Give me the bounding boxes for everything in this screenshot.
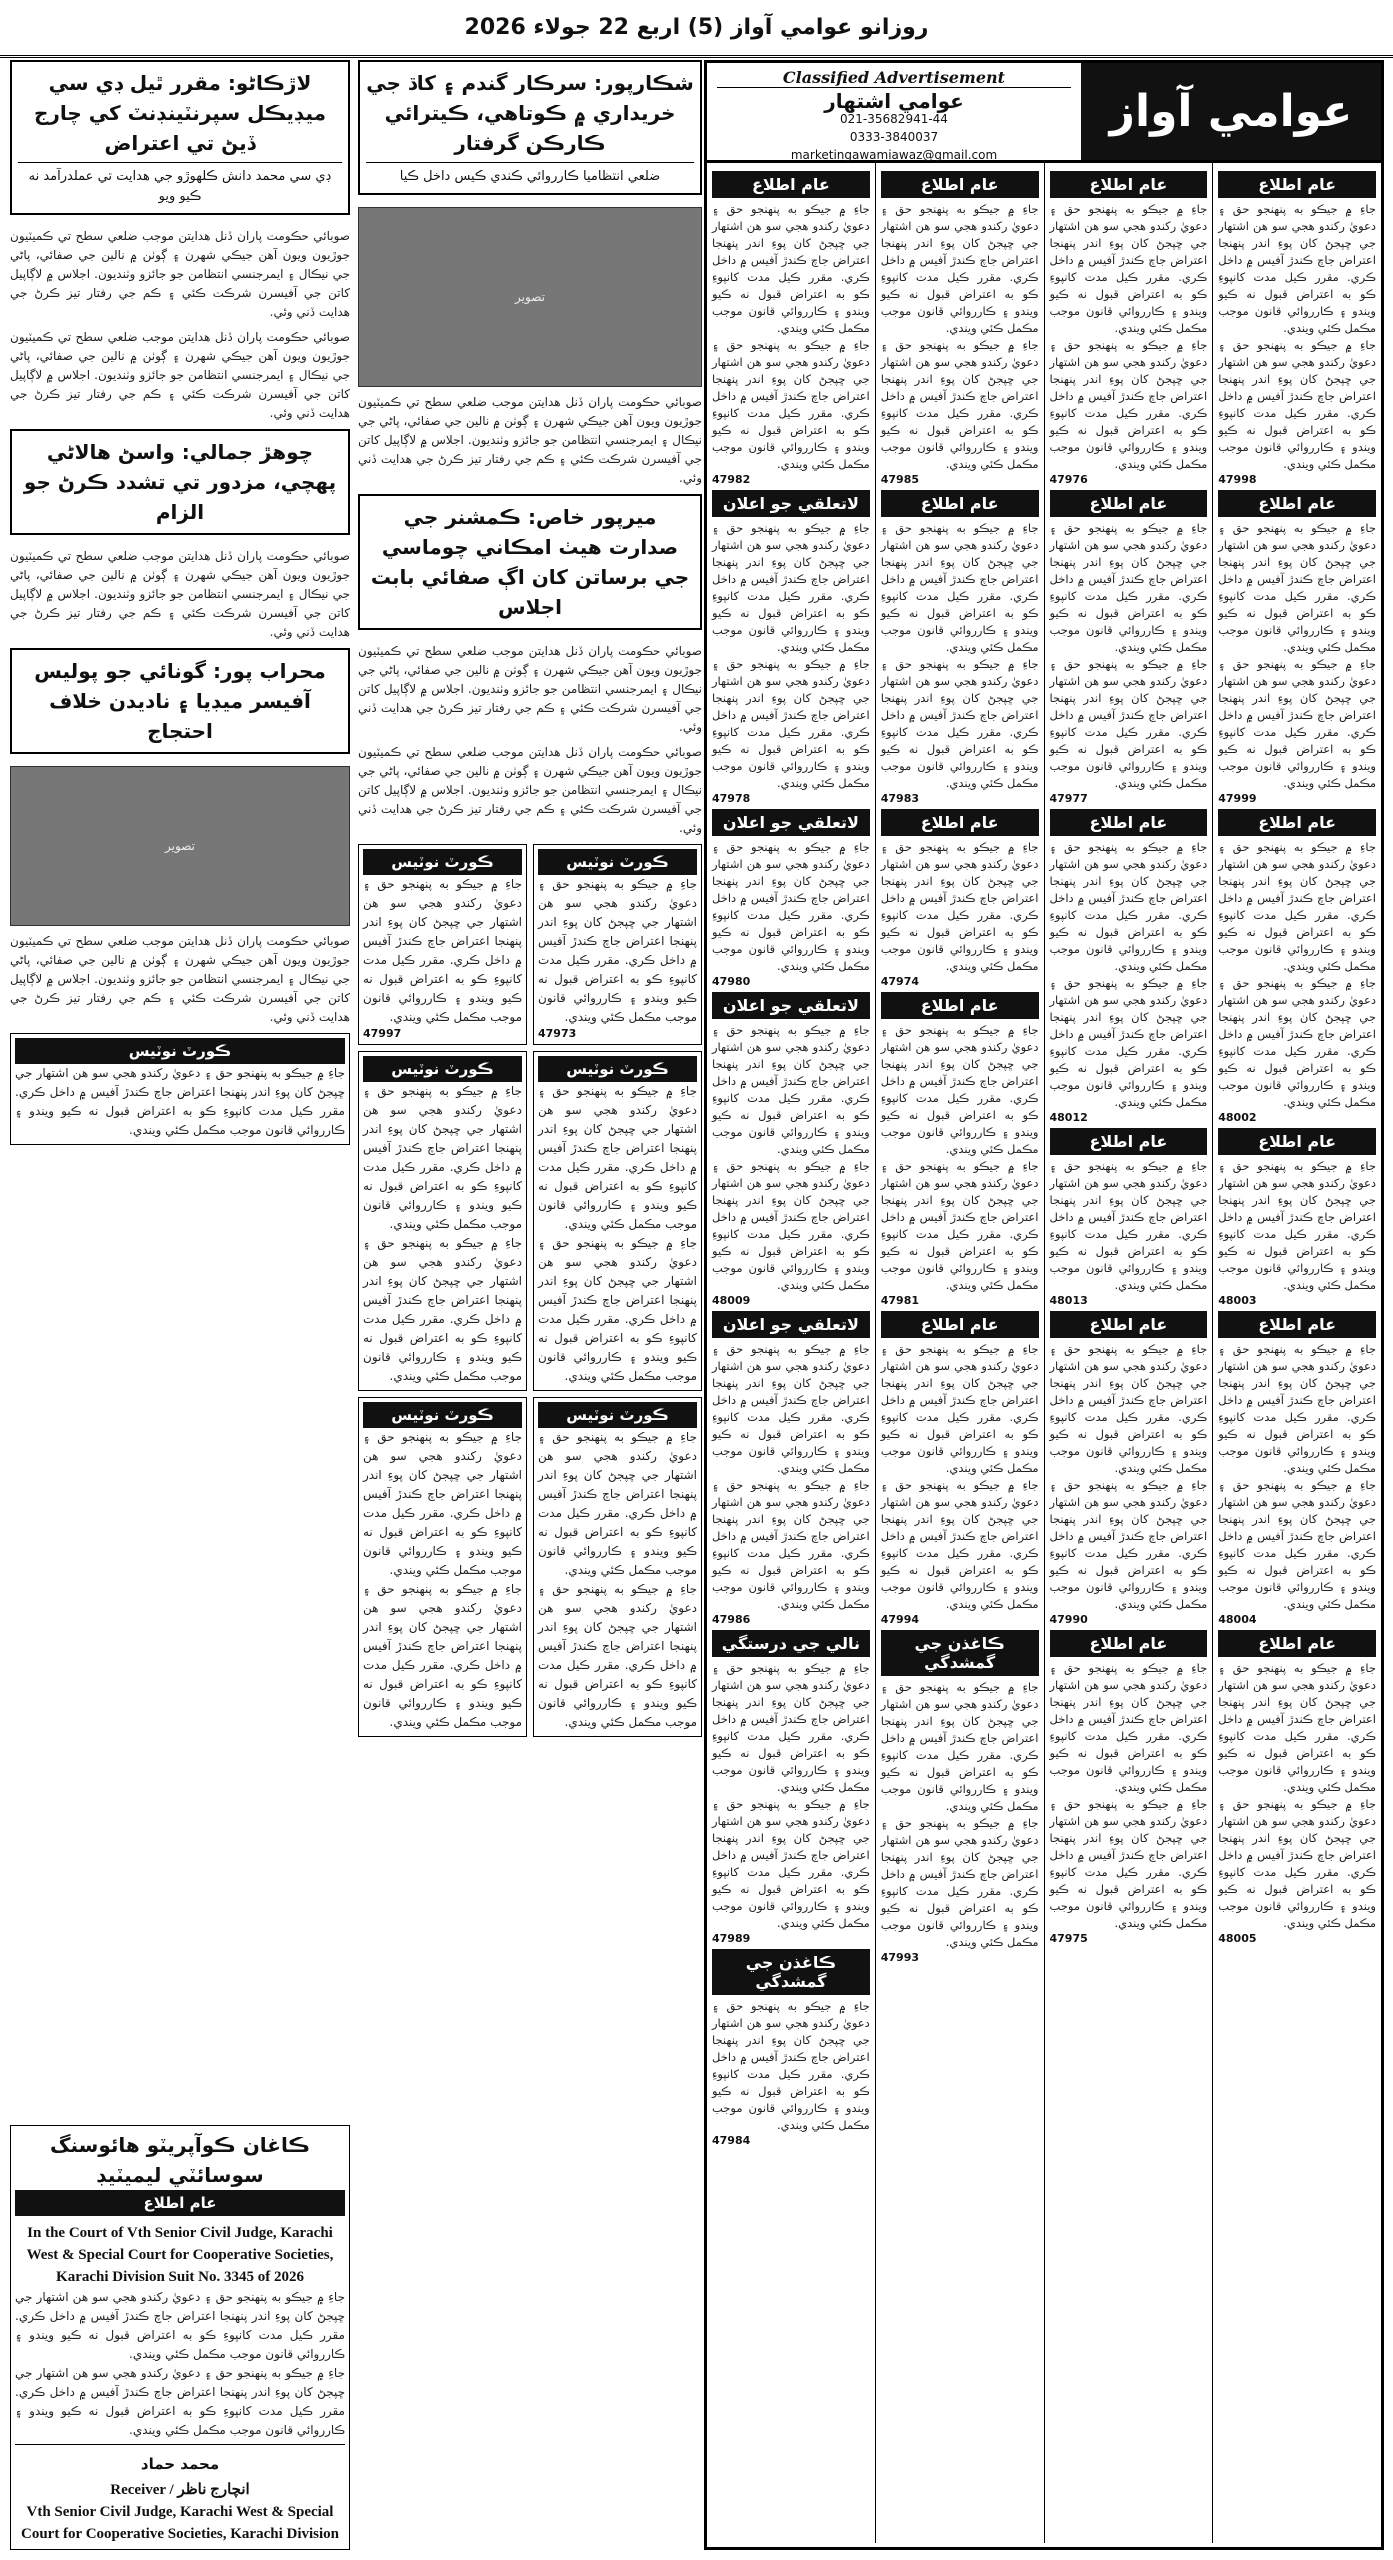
court-notice-text: جاءِ ۾ جيڪو به پنهنجو حق ۽ دعويٰ رکندو هجي سو هن اشتهار جي ڇپجڻ کان پوءِ اندر پنهنجا اعتراض جاچ ڪندڙ آفيس ۾ داخل ڪري. مقرر ڪيل مدت کانپوءِ ڪو به اعتراض قبول نه ڪيو ويندو ۽ ڪارروائي قانون موجب مڪمل ڪئي ويندي. [538, 1084, 697, 1231]
court-notice-box [533, 844, 702, 1045]
court-notice-text: جاءِ ۾ جيڪو به پنهنجو حق ۽ دعويٰ رکندو هجي سو هن اشتهار جي ڇپجڻ کان پوءِ اندر پنهنجا اعتراض جاچ ڪندڙ آفيس ۾ داخل ڪري. مقرر ڪيل مدت کانپوءِ ڪو به اعتراض قبول نه ڪيو ويندو ۽ ڪارروائي قانون موجب مڪمل ڪئي ويندي. [538, 1236, 697, 1383]
society-notice-box [10, 2125, 350, 2550]
society-title: ڪاغان ڪوآپريٽو هائوسنگ سوسائٽي ليميٽيڊ [50, 2133, 310, 2187]
receiver-title: Receiver / انچارج ناظر [110, 2482, 250, 2498]
notice-text: جاءِ ۾ جيڪو به پنهنجو حق ۽ دعويٰ رکندو هجي سو هن اشتهار جي ڇپجڻ کان پوءِ اندر پنهنجا اعتراض جاچ ڪندڙ آفيس ۾ داخل ڪري. مقرر ڪيل مدت کانپوءِ ڪو به اعتراض قبول نه ڪيو ويندو ۽ ڪارروائي قانون موجب مڪمل ڪئي ويندي. [1049, 976, 1208, 1109]
notice-id: 47985 [880, 473, 920, 486]
notice-id: 47981 [880, 1294, 920, 1307]
notice-text: جاءِ ۾ جيڪو به پنهنجو حق ۽ دعويٰ رکندو هجي سو هن اشتهار جي ڇپجڻ کان پوءِ اندر پنهنجا اعتراض جاچ ڪندڙ آفيس ۾ داخل ڪري. مقرر ڪيل مدت کانپوءِ ڪو به اعتراض قبول نه ڪيو ويندو ۽ ڪارروائي قانون موجب مڪمل ڪئي ويندي. [1049, 1661, 1208, 1794]
notice-title: عام اطلاع [1050, 1311, 1208, 1338]
notice-title: لاتعلقي جو اعلان [712, 809, 870, 836]
notice-text: جاءِ ۾ جيڪو به پنهنجو حق ۽ دعويٰ رکندو هجي سو هن اشتهار جي ڇپجڻ کان پوءِ اندر پنهنجا اعتراض جاچ ڪندڙ آفيس ۾ داخل ڪري. مقرر ڪيل مدت کانپوءِ ڪو به اعتراض قبول نه ڪيو ويندو ۽ ڪارروائي قانون موجب مڪمل ڪئي ويندي. [1218, 338, 1376, 471]
notice-text: جاءِ ۾ جيڪو به پنهنجو حق ۽ دعويٰ رکندو هجي سو هن اشتهار جي ڇپجڻ کان پوءِ اندر پنهنجا اعتراض جاچ ڪندڙ آفيس ۾ داخل ڪري. مقرر ڪيل مدت کانپوءِ ڪو به اعتراض قبول نه ڪيو ويندو ۽ ڪارروائي قانون موجب مڪمل ڪئي ويندي. [880, 1680, 1039, 1813]
notice-text: جاءِ ۾ جيڪو به پنهنجو حق ۽ دعويٰ رکندو هجي سو هن اشتهار جي ڇپجڻ کان پوءِ اندر پنهنجا اعتراض جاچ ڪندڙ آفيس ۾ داخل ڪري. مقرر ڪيل مدت کانپوءِ ڪو به اعتراض قبول نه ڪيو ويندو ۽ ڪارروائي قانون موجب مڪمل ڪئي ويندي. [1218, 840, 1376, 973]
notice-text: جاءِ ۾ جيڪو به پنهنجو حق ۽ دعويٰ رکندو هجي سو هن اشتهار جي ڇپجڻ کان پوءِ اندر پنهنجا اعتراض جاچ ڪندڙ آفيس ۾ داخل ڪري. مقرر ڪيل مدت کانپوءِ ڪو به اعتراض قبول نه ڪيو ويندو ۽ ڪارروائي قانون موجب مڪمل ڪئي ويندي. [1049, 338, 1208, 471]
news-article: صوبائي حڪومت پاران ڏنل هدايتن موجب ضلعي سطح تي ڪميٽيون جوڙيون ويون آهن جيڪي شهرن ۽ ڳوٺن ۾ نالين جي صفائي، پاڻي جي نيڪال ۽ ايمرجنسي انتظامن جو جائزو وٺنديون. اجلاس ۾ لاڳاپيل کاتن جي آفيسرن شرڪت ڪئي ۽ ڪم جي رفتار تيز ڪرڻ جي هدايت ڏني وئي. [358, 644, 702, 734]
notice-id: 47974 [880, 975, 920, 988]
notice-text: جاءِ ۾ جيڪو به پنهنجو حق ۽ دعويٰ رکندو هجي سو هن اشتهار جي ڇپجڻ کان پوءِ اندر پنهنجا اعتراض جاچ ڪندڙ آفيس ۾ داخل ڪري. مقرر ڪيل مدت کانپوءِ ڪو به اعتراض قبول نه ڪيو ويندو ۽ ڪارروائي قانون موجب مڪمل ڪئي ويندي. [712, 202, 870, 335]
notice-id: 47975 [1049, 1932, 1088, 1945]
notice-id: 47998 [1218, 473, 1257, 486]
news-subhead: ضلعي انتظاميا ڪارروائي ڪندي ڪيس داخل ڪيا [366, 162, 694, 187]
news-headline-box [10, 648, 350, 754]
news-headline: چوهڙ جمالي: واسڻ هالاڻي پهچي، مزدور تي تشدد ڪرڻ جو الزام [23, 440, 337, 524]
court-notice-box [358, 1051, 527, 1391]
page-title: روزانو عوامي آواز (5) اربع 22 جولاء 2026 [464, 15, 929, 40]
news-headline: محراب پور: گونائي جو پوليس آفيسر ميڊيا ۽ ناديدن خلاف احتجاج [34, 659, 326, 743]
notice-title: لاتعلقي جو اعلان [712, 490, 870, 517]
notice-title: ڪاغذن جي گمشدگي [712, 1949, 870, 1995]
notice-text: جاءِ ۾ جيڪو به پنهنجو حق ۽ دعويٰ رکندو هجي سو هن اشتهار جي ڇپجڻ کان پوءِ اندر پنهنجا اعتراض جاچ ڪندڙ آفيس ۾ داخل ڪري. مقرر ڪيل مدت کانپوءِ ڪو به اعتراض قبول نه ڪيو ويندو ۽ ڪارروائي قانون موجب مڪمل ڪئي ويندي. [880, 1342, 1039, 1475]
notice-title: لاتعلقي جو اعلان [712, 992, 870, 1019]
masthead-info [707, 63, 1081, 160]
court-notice-title: ڪورٽ نوٽيس [15, 1038, 345, 1064]
classified-column [707, 163, 875, 2543]
news-article: صوبائي حڪومت پاران ڏنل هدايتن موجب ضلعي سطح تي ڪميٽيون جوڙيون ويون آهن جيڪي شهرن ۽ ڳوٺن ۾ نالين جي صفائي، پاڻي جي نيڪال ۽ ايمرجنسي انتظامن جو جائزو وٺنديون. اجلاس ۾ لاڳاپيل کاتن جي آفيسرن شرڪت ڪئي ۽ ڪم جي رفتار تيز ڪرڻ جي هدايت ڏني وئي. [10, 229, 350, 319]
notice-title: عام اطلاع [881, 171, 1039, 198]
news-article: صوبائي حڪومت پاران ڏنل هدايتن موجب ضلعي سطح تي ڪميٽيون جوڙيون ويون آهن جيڪي شهرن ۽ ڳوٺن ۾ نالين جي صفائي، پاڻي جي نيڪال ۽ ايمرجنسي انتظامن جو جائزو وٺنديون. اجلاس ۾ لاڳاپيل کاتن جي آفيسرن شرڪت ڪئي ۽ ڪم جي رفتار تيز ڪرڻ جي هدايت ڏني وئي. [10, 549, 350, 639]
news-article: صوبائي حڪومت پاران ڏنل هدايتن موجب ضلعي سطح تي ڪميٽيون جوڙيون ويون آهن جيڪي شهرن ۽ ڳوٺن ۾ نالين جي صفائي، پاڻي جي نيڪال ۽ ايمرجنسي انتظامن جو جائزو وٺنديون. اجلاس ۾ لاڳاپيل کاتن جي آفيسرن شرڪت ڪئي ۽ ڪم جي رفتار تيز ڪرڻ جي هدايت ڏني وئي. [358, 745, 702, 835]
notice-title: عام اطلاع [712, 171, 870, 198]
news-headline: لاڙڪاڻو: مقرر ٿيل ڊي سي ميڊيڪل سپرنٽينڊنٽ کي چارج ڏيڻ تي اعتراض [33, 71, 327, 155]
notice-text: جاءِ ۾ جيڪو به پنهنجو حق ۽ دعويٰ رکندو هجي سو هن اشتهار جي ڇپجڻ کان پوءِ اندر پنهنجا اعتراض جاچ ڪندڙ آفيس ۾ داخل ڪري. مقرر ڪيل مدت کانپوءِ ڪو به اعتراض قبول نه ڪيو ويندو ۽ ڪارروائي قانون موجب مڪمل ڪئي ويندي. [1218, 1661, 1376, 1794]
notice-text: جاءِ ۾ جيڪو به پنهنجو حق ۽ دعويٰ رکندو هجي سو هن اشتهار جي ڇپجڻ کان پوءِ اندر پنهنجا اعتراض جاچ ڪندڙ آفيس ۾ داخل ڪري. مقرر ڪيل مدت کانپوءِ ڪو به اعتراض قبول نه ڪيو ويندو ۽ ڪارروائي قانون موجب مڪمل ڪئي ويندي. [1218, 521, 1376, 654]
notice-text: جاءِ ۾ جيڪو به پنهنجو حق ۽ دعويٰ رکندو هجي سو هن اشتهار جي ڇپجڻ کان پوءِ اندر پنهنجا اعتراض جاچ ڪندڙ آفيس ۾ داخل ڪري. مقرر ڪيل مدت کانپوءِ ڪو به اعتراض قبول نه ڪيو ويندو ۽ ڪارروائي قانون موجب مڪمل ڪئي ويندي. [880, 338, 1039, 471]
notice-title: عام اطلاع [1050, 809, 1208, 836]
society-notice-title: عام اطلاع [15, 2190, 345, 2216]
notice-id: 48012 [1049, 1111, 1088, 1124]
notice-text: جاءِ ۾ جيڪو به پنهنجو حق ۽ دعويٰ رکندو هجي سو هن اشتهار جي ڇپجڻ کان پوءِ اندر پنهنجا اعتراض جاچ ڪندڙ آفيس ۾ داخل ڪري. مقرر ڪيل مدت کانپوءِ ڪو به اعتراض قبول نه ڪيو ويندو ۽ ڪارروائي قانون موجب مڪمل ڪئي ويندي. [1049, 1478, 1208, 1611]
notice-title: نالي جي درستگي [712, 1630, 870, 1657]
court-notice-title: ڪورٽ نوٽيس [538, 1056, 697, 1082]
court-notice-title: ڪورٽ نوٽيس [538, 1402, 697, 1428]
notice-title: عام اطلاع [1218, 809, 1376, 836]
society-notice-text: جاءِ ۾ جيڪو به پنهنجو حق ۽ دعويٰ رکندو هجي سو هن اشتهار جي ڇپجڻ کان پوءِ اندر پنهنجا اعتراض جاچ ڪندڙ آفيس ۾ داخل ڪري. مقرر ڪيل مدت کانپوءِ ڪو به اعتراض قبول نه ڪيو ويندو ۽ ڪارروائي قانون موجب مڪمل ڪئي ويندي. [15, 2366, 345, 2437]
notice-text: جاءِ ۾ جيڪو به پنهنجو حق ۽ دعويٰ رکندو هجي سو هن اشتهار جي ڇپجڻ کان پوءِ اندر پنهنجا اعتراض جاچ ڪندڙ آفيس ۾ داخل ڪري. مقرر ڪيل مدت کانپوءِ ڪو به اعتراض قبول نه ڪيو ويندو ۽ ڪارروائي قانون موجب مڪمل ڪئي ويندي. [712, 1342, 870, 1475]
notice-text: جاءِ ۾ جيڪو به پنهنجو حق ۽ دعويٰ رکندو هجي سو هن اشتهار جي ڇپجڻ کان پوءِ اندر پنهنجا اعتراض جاچ ڪندڙ آفيس ۾ داخل ڪري. مقرر ڪيل مدت کانپوءِ ڪو به اعتراض قبول نه ڪيو ويندو ۽ ڪارروائي قانون موجب مڪمل ڪئي ويندي. [1049, 840, 1208, 973]
notice-text: جاءِ ۾ جيڪو به پنهنجو حق ۽ دعويٰ رکندو هجي سو هن اشتهار جي ڇپجڻ کان پوءِ اندر پنهنجا اعتراض جاچ ڪندڙ آفيس ۾ داخل ڪري. مقرر ڪيل مدت کانپوءِ ڪو به اعتراض قبول نه ڪيو ويندو ۽ ڪارروائي قانون موجب مڪمل ڪئي ويندي. [712, 1797, 870, 1930]
news-section [10, 60, 702, 2550]
notice-title: عام اطلاع [881, 809, 1039, 836]
notice-text: جاءِ ۾ جيڪو به پنهنجو حق ۽ دعويٰ رکندو هجي سو هن اشتهار جي ڇپجڻ کان پوءِ اندر پنهنجا اعتراض جاچ ڪندڙ آفيس ۾ داخل ڪري. مقرر ڪيل مدت کانپوءِ ڪو به اعتراض قبول نه ڪيو ويندو ۽ ڪارروائي قانون موجب مڪمل ڪئي ويندي. [880, 521, 1039, 654]
masthead [707, 63, 1381, 163]
notice-title: عام اطلاع [1218, 1311, 1376, 1338]
email: marketingawamiawaz@gmail.com [790, 148, 998, 162]
notice-id: 48009 [712, 1294, 751, 1307]
court-notice-grid [358, 1397, 702, 1737]
notice-text: جاءِ ۾ جيڪو به پنهنجو حق ۽ دعويٰ رکندو هجي سو هن اشتهار جي ڇپجڻ کان پوءِ اندر پنهنجا اعتراض جاچ ڪندڙ آفيس ۾ داخل ڪري. مقرر ڪيل مدت کانپوءِ ڪو به اعتراض قبول نه ڪيو ويندو ۽ ڪارروائي قانون موجب مڪمل ڪئي ويندي. [712, 840, 870, 973]
notice-text: جاءِ ۾ جيڪو به پنهنجو حق ۽ دعويٰ رکندو هجي سو هن اشتهار جي ڇپجڻ کان پوءِ اندر پنهنجا اعتراض جاچ ڪندڙ آفيس ۾ داخل ڪري. مقرر ڪيل مدت کانپوءِ ڪو به اعتراض قبول نه ڪيو ويندو ۽ ڪارروائي قانون موجب مڪمل ڪئي ويندي. [880, 1816, 1039, 1949]
court-notice-grid [358, 1051, 702, 1391]
notice-title: عام اطلاع [1218, 1630, 1376, 1657]
court-notice-title: ڪورٽ نوٽيس [363, 1056, 522, 1082]
news-headline: ميرپور خاص: ڪمشنر جي صدارت هيٺ امڪاني چوماسي جي برساتن کان اڳ صفائي بابت اجلاس [370, 505, 690, 619]
notice-title: ڪاغذن جي گمشدگي [881, 1630, 1039, 1676]
court-notice-title: ڪورٽ نوٽيس [363, 849, 522, 875]
notice-id: 48013 [1049, 1294, 1088, 1307]
notice-text: جاءِ ۾ جيڪو به پنهنجو حق ۽ دعويٰ رکندو هجي سو هن اشتهار جي ڇپجڻ کان پوءِ اندر پنهنجا اعتراض جاچ ڪندڙ آفيس ۾ داخل ڪري. مقرر ڪيل مدت کانپوءِ ڪو به اعتراض قبول نه ڪيو ويندو ۽ ڪارروائي قانون موجب مڪمل ڪئي ويندي. [880, 657, 1039, 790]
notice-title: لاتعلقي جو اعلان [712, 1311, 870, 1338]
news-column-right [358, 60, 702, 2550]
news-photo: تصوير [358, 207, 702, 387]
notice-id: 47977 [1049, 792, 1088, 805]
notice-id: 47993 [880, 1951, 920, 1964]
court-notice-box [533, 1051, 702, 1391]
phone-2: 0333-3840037 [849, 130, 939, 144]
notice-text: جاءِ ۾ جيڪو به پنهنجو حق ۽ دعويٰ رکندو هجي سو هن اشتهار جي ڇپجڻ کان پوءِ اندر پنهنجا اعتراض جاچ ڪندڙ آفيس ۾ داخل ڪري. مقرر ڪيل مدت کانپوءِ ڪو به اعتراض قبول نه ڪيو ويندو ۽ ڪارروائي قانون موجب مڪمل ڪئي ويندي. [1049, 657, 1208, 790]
notice-id: 47989 [712, 1932, 751, 1945]
notice-text: جاءِ ۾ جيڪو به پنهنجو حق ۽ دعويٰ رکندو هجي سو هن اشتهار جي ڇپجڻ کان پوءِ اندر پنهنجا اعتراض جاچ ڪندڙ آفيس ۾ داخل ڪري. مقرر ڪيل مدت کانپوءِ ڪو به اعتراض قبول نه ڪيو ويندو ۽ ڪارروائي قانون موجب مڪمل ڪئي ويندي. [1218, 657, 1376, 790]
notice-text: جاءِ ۾ جيڪو به پنهنجو حق ۽ دعويٰ رکندو هجي سو هن اشتهار جي ڇپجڻ کان پوءِ اندر پنهنجا اعتراض جاچ ڪندڙ آفيس ۾ داخل ڪري. مقرر ڪيل مدت کانپوءِ ڪو به اعتراض قبول نه ڪيو ويندو ۽ ڪارروائي قانون موجب مڪمل ڪئي ويندي. [880, 1478, 1039, 1611]
notice-title: عام اطلاع [1218, 1128, 1376, 1155]
notice-text: جاءِ ۾ جيڪو به پنهنجو حق ۽ دعويٰ رکندو هجي سو هن اشتهار جي ڇپجڻ کان پوءِ اندر پنهنجا اعتراض جاچ ڪندڙ آفيس ۾ داخل ڪري. مقرر ڪيل مدت کانپوءِ ڪو به اعتراض قبول نه ڪيو ويندو ۽ ڪارروائي قانون موجب مڪمل ڪئي ويندي. [712, 521, 870, 654]
notice-text: جاءِ ۾ جيڪو به پنهنجو حق ۽ دعويٰ رکندو هجي سو هن اشتهار جي ڇپجڻ کان پوءِ اندر پنهنجا اعتراض جاچ ڪندڙ آفيس ۾ داخل ڪري. مقرر ڪيل مدت کانپوءِ ڪو به اعتراض قبول نه ڪيو ويندو ۽ ڪارروائي قانون موجب مڪمل ڪئي ويندي. [712, 1478, 870, 1611]
notice-text: جاءِ ۾ جيڪو به پنهنجو حق ۽ دعويٰ رکندو هجي سو هن اشتهار جي ڇپجڻ کان پوءِ اندر پنهنجا اعتراض جاچ ڪندڙ آفيس ۾ داخل ڪري. مقرر ڪيل مدت کانپوءِ ڪو به اعتراض قبول نه ڪيو ويندو ۽ ڪارروائي قانون موجب مڪمل ڪئي ويندي. [1049, 202, 1208, 335]
notice-title: عام اطلاع [881, 992, 1039, 1019]
receiver-court: Vth Senior Civil Judge, Karachi West & Special Court for Cooperative Societies, Karachi Division [20, 2504, 339, 2542]
notice-id: 48005 [1218, 1932, 1257, 1945]
notice-id: 47999 [1218, 792, 1257, 805]
classified-column [1044, 163, 1213, 2543]
notice-text: جاءِ ۾ جيڪو به پنهنجو حق ۽ دعويٰ رکندو هجي سو هن اشتهار جي ڇپجڻ کان پوءِ اندر پنهنجا اعتراض جاچ ڪندڙ آفيس ۾ داخل ڪري. مقرر ڪيل مدت کانپوءِ ڪو به اعتراض قبول نه ڪيو ويندو ۽ ڪارروائي قانون موجب مڪمل ڪئي ويندي. [1218, 976, 1376, 1109]
court-notice-grid [358, 844, 702, 1045]
notice-text: جاءِ ۾ جيڪو به پنهنجو حق ۽ دعويٰ رکندو هجي سو هن اشتهار جي ڇپجڻ کان پوءِ اندر پنهنجا اعتراض جاچ ڪندڙ آفيس ۾ داخل ڪري. مقرر ڪيل مدت کانپوءِ ڪو به اعتراض قبول نه ڪيو ويندو ۽ ڪارروائي قانون موجب مڪمل ڪئي ويندي. [712, 338, 870, 471]
court-notice-text: جاءِ ۾ جيڪو به پنهنجو حق ۽ دعويٰ رکندو هجي سو هن اشتهار جي ڇپجڻ کان پوءِ اندر پنهنجا اعتراض جاچ ڪندڙ آفيس ۾ داخل ڪري. مقرر ڪيل مدت کانپوءِ ڪو به اعتراض قبول نه ڪيو ويندو ۽ ڪارروائي قانون موجب مڪمل ڪئي ويندي. [15, 1066, 345, 1137]
court-notice-text: جاءِ ۾ جيڪو به پنهنجو حق ۽ دعويٰ رکندو هجي سو هن اشتهار جي ڇپجڻ کان پوءِ اندر پنهنجا اعتراض جاچ ڪندڙ آفيس ۾ داخل ڪري. مقرر ڪيل مدت کانپوءِ ڪو به اعتراض قبول نه ڪيو ويندو ۽ ڪارروائي قانون موجب مڪمل ڪئي ويندي. [363, 1236, 522, 1383]
notice-id: 47976 [1049, 473, 1088, 486]
society-notice-text: جاءِ ۾ جيڪو به پنهنجو حق ۽ دعويٰ رکندو هجي سو هن اشتهار جي ڇپجڻ کان پوءِ اندر پنهنجا اعتراض جاچ ڪندڙ آفيس ۾ داخل ڪري. مقرر ڪيل مدت کانپوءِ ڪو به اعتراض قبول نه ڪيو ويندو ۽ ڪارروائي قانون موجب مڪمل ڪئي ويندي. [15, 2290, 345, 2361]
notice-text: جاءِ ۾ جيڪو به پنهنجو حق ۽ دعويٰ رکندو هجي سو هن اشتهار جي ڇپجڻ کان پوءِ اندر پنهنجا اعتراض جاچ ڪندڙ آفيس ۾ داخل ڪري. مقرر ڪيل مدت کانپوءِ ڪو به اعتراض قبول نه ڪيو ويندو ۽ ڪارروائي قانون موجب مڪمل ڪئي ويندي. [1218, 1797, 1376, 1930]
court-notice-text: جاءِ ۾ جيڪو به پنهنجو حق ۽ دعويٰ رکندو هجي سو هن اشتهار جي ڇپجڻ کان پوءِ اندر پنهنجا اعتراض جاچ ڪندڙ آفيس ۾ داخل ڪري. مقرر ڪيل مدت کانپوءِ ڪو به اعتراض قبول نه ڪيو ويندو ۽ ڪارروائي قانون موجب مڪمل ڪئي ويندي. [363, 1582, 522, 1729]
notice-text: جاءِ ۾ جيڪو به پنهنجو حق ۽ دعويٰ رکندو هجي سو هن اشتهار جي ڇپجڻ کان پوءِ اندر پنهنجا اعتراض جاچ ڪندڙ آفيس ۾ داخل ڪري. مقرر ڪيل مدت کانپوءِ ڪو به اعتراض قبول نه ڪيو ويندو ۽ ڪارروائي قانون موجب مڪمل ڪئي ويندي. [1218, 202, 1376, 335]
classifieds-section [704, 60, 1384, 2550]
court-notice-text: جاءِ ۾ جيڪو به پنهنجو حق ۽ دعويٰ رکندو هجي سو هن اشتهار جي ڇپجڻ کان پوءِ اندر پنهنجا اعتراض جاچ ڪندڙ آفيس ۾ داخل ڪري. مقرر ڪيل مدت کانپوءِ ڪو به اعتراض قبول نه ڪيو ويندو ۽ ڪارروائي قانون موجب مڪمل ڪئي ويندي. [363, 1430, 522, 1577]
notice-text: جاءِ ۾ جيڪو به پنهنجو حق ۽ دعويٰ رکندو هجي سو هن اشتهار جي ڇپجڻ کان پوءِ اندر پنهنجا اعتراض جاچ ڪندڙ آفيس ۾ داخل ڪري. مقرر ڪيل مدت کانپوءِ ڪو به اعتراض قبول نه ڪيو ويندو ۽ ڪارروائي قانون موجب مڪمل ڪئي ويندي. [1218, 1342, 1376, 1475]
notice-id: 47983 [880, 792, 920, 805]
notice-title: عام اطلاع [1050, 1630, 1208, 1657]
notice-text: جاءِ ۾ جيڪو به پنهنجو حق ۽ دعويٰ رکندو هجي سو هن اشتهار جي ڇپجڻ کان پوءِ اندر پنهنجا اعتراض جاچ ڪندڙ آفيس ۾ داخل ڪري. مقرر ڪيل مدت کانپوءِ ڪو به اعتراض قبول نه ڪيو ويندو ۽ ڪارروائي قانون موجب مڪمل ڪئي ويندي. [712, 1023, 870, 1156]
news-headline-box [10, 429, 350, 535]
notice-title: عام اطلاع [1050, 490, 1208, 517]
court-notice-box [358, 1397, 527, 1737]
notice-id: 47978 [712, 792, 751, 805]
notice-text: جاءِ ۾ جيڪو به پنهنجو حق ۽ دعويٰ رکندو هجي سو هن اشتهار جي ڇپجڻ کان پوءِ اندر پنهنجا اعتراض جاچ ڪندڙ آفيس ۾ داخل ڪري. مقرر ڪيل مدت کانپوءِ ڪو به اعتراض قبول نه ڪيو ويندو ۽ ڪارروائي قانون موجب مڪمل ڪئي ويندي. [880, 840, 1039, 973]
news-headline-box [10, 60, 350, 215]
notice-id: 47986 [712, 1613, 751, 1626]
notice-id: 47984 [712, 2134, 751, 2147]
court-notice-text: جاءِ ۾ جيڪو به پنهنجو حق ۽ دعويٰ رکندو هجي سو هن اشتهار جي ڇپجڻ کان پوءِ اندر پنهنجا اعتراض جاچ ڪندڙ آفيس ۾ داخل ڪري. مقرر ڪيل مدت کانپوءِ ڪو به اعتراض قبول نه ڪيو ويندو ۽ ڪارروائي قانون موجب مڪمل ڪئي ويندي. [538, 1430, 697, 1577]
masthead-sub-logo: عوامي اشتهار [824, 89, 964, 113]
notice-id: 48002 [1218, 1111, 1257, 1124]
notice-id: 47982 [712, 473, 751, 486]
court-notice-text: جاءِ ۾ جيڪو به پنهنجو حق ۽ دعويٰ رکندو هجي سو هن اشتهار جي ڇپجڻ کان پوءِ اندر پنهنجا اعتراض جاچ ڪندڙ آفيس ۾ داخل ڪري. مقرر ڪيل مدت کانپوءِ ڪو به اعتراض قبول نه ڪيو ويندو ۽ ڪارروائي قانون موجب مڪمل ڪئي ويندي. [363, 1084, 522, 1231]
classified-column [1212, 163, 1381, 2543]
notice-id: 48004 [1218, 1613, 1257, 1626]
court-notice-box [358, 844, 527, 1045]
notice-title: عام اطلاع [1218, 171, 1376, 198]
news-article: صوبائي حڪومت پاران ڏنل هدايتن موجب ضلعي سطح تي ڪميٽيون جوڙيون ويون آهن جيڪي شهرن ۽ ڳوٺن ۾ نالين جي صفائي، پاڻي جي نيڪال ۽ ايمرجنسي انتظامن جو جائزو وٺنديون. اجلاس ۾ لاڳاپيل کاتن جي آفيسرن شرڪت ڪئي ۽ ڪم جي رفتار تيز ڪرڻ جي هدايت ڏني وئي. [10, 934, 350, 1024]
court-notice-title: ڪورٽ نوٽيس [363, 1402, 522, 1428]
news-headline-box [358, 494, 702, 630]
notice-id: 47994 [880, 1613, 920, 1626]
news-article: صوبائي حڪومت پاران ڏنل هدايتن موجب ضلعي سطح تي ڪميٽيون جوڙيون ويون آهن جيڪي شهرن ۽ ڳوٺن ۾ نالين جي صفائي، پاڻي جي نيڪال ۽ ايمرجنسي انتظامن جو جائزو وٺنديون. اجلاس ۾ لاڳاپيل کاتن جي آفيسرن شرڪت ڪئي ۽ ڪم جي رفتار تيز ڪرڻ جي هدايت ڏني وئي. [358, 395, 702, 485]
notice-text: جاءِ ۾ جيڪو به پنهنجو حق ۽ دعويٰ رکندو هجي سو هن اشتهار جي ڇپجڻ کان پوءِ اندر پنهنجا اعتراض جاچ ڪندڙ آفيس ۾ داخل ڪري. مقرر ڪيل مدت کانپوءِ ڪو به اعتراض قبول نه ڪيو ويندو ۽ ڪارروائي قانون موجب مڪمل ڪئي ويندي. [712, 1159, 870, 1292]
court-notice-box [10, 1033, 350, 1145]
court-notice-title: ڪورٽ نوٽيس [538, 849, 697, 875]
court-notice-box [533, 1397, 702, 1737]
receiver-name: محمد حماد [140, 2455, 220, 2473]
classified-label: Classified Advertisement [717, 69, 1071, 88]
court-notice-text: جاءِ ۾ جيڪو به پنهنجو حق ۽ دعويٰ رکندو هجي سو هن اشتهار جي ڇپجڻ کان پوءِ اندر پنهنجا اعتراض جاچ ڪندڙ آفيس ۾ داخل ڪري. مقرر ڪيل مدت کانپوءِ ڪو به اعتراض قبول نه ڪيو ويندو ۽ ڪارروائي قانون موجب مڪمل ڪئي ويندي. [363, 877, 522, 1024]
notice-id: 47973 [538, 1027, 577, 1040]
news-article: صوبائي حڪومت پاران ڏنل هدايتن موجب ضلعي سطح تي ڪميٽيون جوڙيون ويون آهن جيڪي شهرن ۽ ڳوٺن ۾ نالين جي صفائي، پاڻي جي نيڪال ۽ ايمرجنسي انتظامن جو جائزو وٺنديون. اجلاس ۾ لاڳاپيل کاتن جي آفيسرن شرڪت ڪئي ۽ ڪم جي رفتار تيز ڪرڻ جي هدايت ڏني وئي. [10, 330, 350, 420]
news-headline: شڪارپور: سرڪار گندم ۽ کاڌ جي خريداري ۾ ڪوتاهي، ڪيترائي ڪارڪن گرفتار [366, 71, 694, 155]
notice-text: جاءِ ۾ جيڪو به پنهنجو حق ۽ دعويٰ رکندو هجي سو هن اشتهار جي ڇپجڻ کان پوءِ اندر پنهنجا اعتراض جاچ ڪندڙ آفيس ۾ داخل ڪري. مقرر ڪيل مدت کانپوءِ ڪو به اعتراض قبول نه ڪيو ويندو ۽ ڪارروائي قانون موجب مڪمل ڪئي ويندي. [880, 1023, 1039, 1156]
notice-title: عام اطلاع [881, 1311, 1039, 1338]
society-court-text: In the Court of Vth Senior Civil Judge, Karachi West & Special Court for Cooperative Societies, Karachi Division Suit No. 3345 of 2026 [26, 2225, 334, 2285]
notice-text: جاءِ ۾ جيڪو به پنهنجو حق ۽ دعويٰ رکندو هجي سو هن اشتهار جي ڇپجڻ کان پوءِ اندر پنهنجا اعتراض جاچ ڪندڙ آفيس ۾ داخل ڪري. مقرر ڪيل مدت کانپوءِ ڪو به اعتراض قبول نه ڪيو ويندو ۽ ڪارروائي قانون موجب مڪمل ڪئي ويندي. [1218, 1159, 1376, 1292]
notice-text: جاءِ ۾ جيڪو به پنهنجو حق ۽ دعويٰ رکندو هجي سو هن اشتهار جي ڇپجڻ کان پوءِ اندر پنهنجا اعتراض جاچ ڪندڙ آفيس ۾ داخل ڪري. مقرر ڪيل مدت کانپوءِ ڪو به اعتراض قبول نه ڪيو ويندو ۽ ڪارروائي قانون موجب مڪمل ڪئي ويندي. [1049, 1797, 1208, 1930]
news-subhead: ڊي سي محمد دانش ڪلهوڙو جي هدايت تي عملدرآمد نه ڪيو ويو [18, 162, 342, 207]
notice-text: جاءِ ۾ جيڪو به پنهنجو حق ۽ دعويٰ رکندو هجي سو هن اشتهار جي ڇپجڻ کان پوءِ اندر پنهنجا اعتراض جاچ ڪندڙ آفيس ۾ داخل ڪري. مقرر ڪيل مدت کانپوءِ ڪو به اعتراض قبول نه ڪيو ويندو ۽ ڪارروائي قانون موجب مڪمل ڪئي ويندي. [712, 1999, 870, 2132]
news-column-left [10, 60, 350, 2550]
notice-text: جاءِ ۾ جيڪو به پنهنجو حق ۽ دعويٰ رکندو هجي سو هن اشتهار جي ڇپجڻ کان پوءِ اندر پنهنجا اعتراض جاچ ڪندڙ آفيس ۾ داخل ڪري. مقرر ڪيل مدت کانپوءِ ڪو به اعتراض قبول نه ڪيو ويندو ۽ ڪارروائي قانون موجب مڪمل ڪئي ويندي. [712, 1661, 870, 1794]
classified-columns [707, 163, 1381, 2543]
notice-text: جاءِ ۾ جيڪو به پنهنجو حق ۽ دعويٰ رکندو هجي سو هن اشتهار جي ڇپجڻ کان پوءِ اندر پنهنجا اعتراض جاچ ڪندڙ آفيس ۾ داخل ڪري. مقرر ڪيل مدت کانپوءِ ڪو به اعتراض قبول نه ڪيو ويندو ۽ ڪارروائي قانون موجب مڪمل ڪئي ويندي. [712, 657, 870, 790]
notice-title: عام اطلاع [1050, 1128, 1208, 1155]
news-photo: تصوير [10, 766, 350, 926]
notice-text: جاءِ ۾ جيڪو به پنهنجو حق ۽ دعويٰ رکندو هجي سو هن اشتهار جي ڇپجڻ کان پوءِ اندر پنهنجا اعتراض جاچ ڪندڙ آفيس ۾ داخل ڪري. مقرر ڪيل مدت کانپوءِ ڪو به اعتراض قبول نه ڪيو ويندو ۽ ڪارروائي قانون موجب مڪمل ڪئي ويندي. [1049, 1159, 1208, 1292]
notice-text: جاءِ ۾ جيڪو به پنهنجو حق ۽ دعويٰ رکندو هجي سو هن اشتهار جي ڇپجڻ کان پوءِ اندر پنهنجا اعتراض جاچ ڪندڙ آفيس ۾ داخل ڪري. مقرر ڪيل مدت کانپوءِ ڪو به اعتراض قبول نه ڪيو ويندو ۽ ڪارروائي قانون موجب مڪمل ڪئي ويندي. [1218, 1478, 1376, 1611]
notice-id: 47990 [1049, 1613, 1088, 1626]
notice-text: جاءِ ۾ جيڪو به پنهنجو حق ۽ دعويٰ رکندو هجي سو هن اشتهار جي ڇپجڻ کان پوءِ اندر پنهنجا اعتراض جاچ ڪندڙ آفيس ۾ داخل ڪري. مقرر ڪيل مدت کانپوءِ ڪو به اعتراض قبول نه ڪيو ويندو ۽ ڪارروائي قانون موجب مڪمل ڪئي ويندي. [880, 1159, 1039, 1292]
notice-title: عام اطلاع [1218, 490, 1376, 517]
court-notice-text: جاءِ ۾ جيڪو به پنهنجو حق ۽ دعويٰ رکندو هجي سو هن اشتهار جي ڇپجڻ کان پوءِ اندر پنهنجا اعتراض جاچ ڪندڙ آفيس ۾ داخل ڪري. مقرر ڪيل مدت کانپوءِ ڪو به اعتراض قبول نه ڪيو ويندو ۽ ڪارروائي قانون موجب مڪمل ڪئي ويندي. [538, 877, 697, 1024]
notice-id: 48003 [1218, 1294, 1257, 1307]
masthead-logo: عوامي آواز [1081, 63, 1381, 160]
notice-id: 47980 [712, 975, 751, 988]
notice-title: عام اطلاع [881, 490, 1039, 517]
notice-text: جاءِ ۾ جيڪو به پنهنجو حق ۽ دعويٰ رکندو هجي سو هن اشتهار جي ڇپجڻ کان پوءِ اندر پنهنجا اعتراض جاچ ڪندڙ آفيس ۾ داخل ڪري. مقرر ڪيل مدت کانپوءِ ڪو به اعتراض قبول نه ڪيو ويندو ۽ ڪارروائي قانون موجب مڪمل ڪئي ويندي. [1049, 521, 1208, 654]
phone-1: 021-35682941-44 [840, 112, 948, 126]
court-notice-text: جاءِ ۾ جيڪو به پنهنجو حق ۽ دعويٰ رکندو هجي سو هن اشتهار جي ڇپجڻ کان پوءِ اندر پنهنجا اعتراض جاچ ڪندڙ آفيس ۾ داخل ڪري. مقرر ڪيل مدت کانپوءِ ڪو به اعتراض قبول نه ڪيو ويندو ۽ ڪارروائي قانون موجب مڪمل ڪئي ويندي. [538, 1582, 697, 1729]
notice-title: عام اطلاع [1050, 171, 1208, 198]
news-headline-box [358, 60, 702, 195]
page-header [0, 0, 1393, 58]
notice-text: جاءِ ۾ جيڪو به پنهنجو حق ۽ دعويٰ رکندو هجي سو هن اشتهار جي ڇپجڻ کان پوءِ اندر پنهنجا اعتراض جاچ ڪندڙ آفيس ۾ داخل ڪري. مقرر ڪيل مدت کانپوءِ ڪو به اعتراض قبول نه ڪيو ويندو ۽ ڪارروائي قانون موجب مڪمل ڪئي ويندي. [1049, 1342, 1208, 1475]
notice-id: 47997 [363, 1027, 402, 1040]
classified-column [875, 163, 1044, 2543]
notice-text: جاءِ ۾ جيڪو به پنهنجو حق ۽ دعويٰ رکندو هجي سو هن اشتهار جي ڇپجڻ کان پوءِ اندر پنهنجا اعتراض جاچ ڪندڙ آفيس ۾ داخل ڪري. مقرر ڪيل مدت کانپوءِ ڪو به اعتراض قبول نه ڪيو ويندو ۽ ڪارروائي قانون موجب مڪمل ڪئي ويندي. [880, 202, 1039, 335]
